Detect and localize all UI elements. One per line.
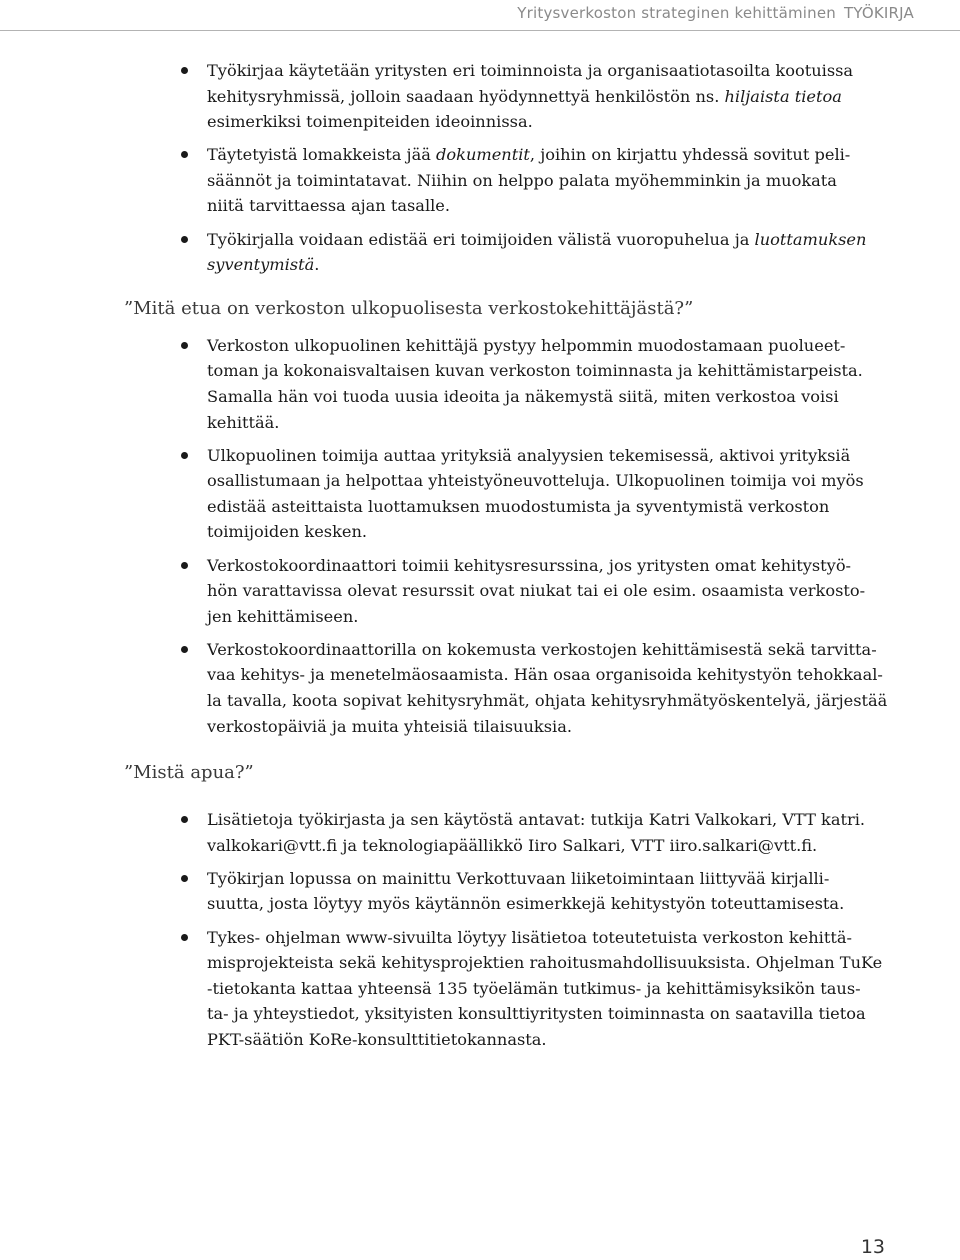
- text-segment: -tietokanta kattaa yhteensä 135 työelämän tutkimus- ja kehittämisyksikön taus-: [207, 978, 861, 998]
- bullet-dot-icon: [181, 646, 188, 653]
- text-segment: Verkostokoordinaattori toimii kehitysresurssina, jos yritysten omat kehitystyö-: [207, 555, 852, 575]
- text-segment: , joihin on kirjattu yhdessä sovitut peli-: [529, 145, 851, 165]
- bullet-item: [207, 807, 866, 858]
- bullet-text-line: [207, 519, 863, 545]
- header-section: TYÖKIRJA: [843, 4, 914, 22]
- running-header: [517, 4, 914, 22]
- bullet-text-line: [207, 84, 863, 110]
- bullet-item: [207, 333, 863, 435]
- bullet-text-line: [207, 688, 888, 714]
- bullet-text-line: [207, 193, 863, 219]
- text-segment: ta- ja yhteystiedot, yksityisten konsulttiyritysten toiminnasta on saatavilla tietoa: [207, 1004, 866, 1024]
- emphasis-text: luottamuksen: [754, 229, 867, 249]
- text-segment: Työkirjaa käytetään yritysten eri toiminnoista ja organisaatiotasoilta kootuissa: [207, 61, 854, 80]
- text-segment: Lisätietoja työkirjasta ja sen käytöstä antavat: tutkija Katri Valkokari, VTT katri.: [207, 810, 866, 830]
- text-segment: edistää asteittaista luottamuksen muodostumista ja syventymistä verkoston: [207, 496, 830, 516]
- bullet-text-line: [207, 553, 863, 579]
- bullet-text-line: [207, 1001, 866, 1027]
- header-title: Yritysverkoston strateginen kehittäminen: [517, 4, 836, 22]
- text-segment: hön varattavissa olevat resurssit ovat niukat tai ei ole esim. osaamista verkosto-: [207, 581, 866, 601]
- intro-bullet-list: [0, 58, 960, 278]
- bullet-text-line: [207, 109, 863, 135]
- text-segment: säännöt ja toimintatavat. Niihin on helppo palata myöhemminkin ja muokata: [207, 170, 837, 190]
- help-bullet-list: [0, 807, 960, 1052]
- bullet-text-line: [207, 662, 883, 688]
- text-segment: valkokari@vtt.fi ja teknologiapäällikkö Iiro Salkari, VTT iiro.salkari@vtt.fi.: [207, 835, 818, 855]
- benefit-bullet-list: [0, 333, 960, 739]
- bullet-text-line: [207, 384, 863, 410]
- text-segment: Tykes- ohjelman www-sivuilta löytyy lisätietoa toteutetuista verkoston kehittä-: [207, 927, 852, 947]
- bullet-text-line: [207, 227, 867, 253]
- bullet-text-line: [207, 950, 883, 976]
- bullet-text-line: [207, 807, 866, 833]
- page-content: [0, 58, 960, 1060]
- section-question-outside-developer: ”Mitä etua on verkoston ulkopuolisesta verkostokehittäjästä?”: [124, 297, 694, 319]
- bullet-dot-icon: [181, 236, 188, 243]
- page-number: 13: [860, 1236, 885, 1258]
- bullet-dot-icon: [181, 342, 188, 349]
- text-segment: kehitysryhmissä, jolloin saadaan hyödynnettyä henkilöstön ns.: [207, 86, 725, 106]
- text-segment: Työkirjan lopussa on mainittu Verkottuvaan liiketoimintaan liittyvää kirjalli-: [207, 868, 830, 888]
- bullet-dot-icon: [181, 934, 188, 941]
- text-segment: toimijoiden kesken.: [207, 522, 368, 542]
- bullet-item: [207, 637, 888, 739]
- bullet-text-line: [207, 976, 863, 1002]
- text-segment: vaa kehitys- ja menetelmäosaamista. Hän osaa organisoida kehitystyön tehokkaal-: [207, 665, 883, 685]
- bullet-text-line: [207, 866, 863, 892]
- text-segment: niitä tarvittaessa ajan tasalle.: [207, 196, 451, 216]
- text-segment: esimerkiksi toimenpiteiden ideoinnissa.: [207, 112, 533, 132]
- text-segment: Verkoston ulkopuolinen kehittäjä pystyy helpommin muodostamaan puolueet-: [207, 335, 846, 355]
- bullet-text-line: [207, 168, 863, 194]
- bullet-text-line: [207, 410, 863, 436]
- bullet-item: [207, 553, 866, 630]
- bullet-item: [207, 925, 883, 1053]
- bullet-text-line: [207, 925, 863, 951]
- bullet-item: [207, 866, 863, 917]
- bullet-text-line: [207, 494, 863, 520]
- text-segment: misprojekteista sekä kehitysprojektien rahoitusmahdollisuuksista. Ohjelman TuKe: [207, 953, 883, 973]
- bullet-item: [207, 58, 863, 135]
- text-segment: toman ja kokonaisvaltaisen kuvan verkoston toiminnasta ja kehittämistarpeista.: [207, 361, 863, 381]
- header-rule: [0, 30, 960, 31]
- bullet-text-line: [207, 468, 863, 494]
- bullet-text-line: [207, 443, 863, 469]
- text-segment: PKT-säätiön KoRe-konsulttitietokannasta.: [207, 1029, 547, 1049]
- bullet-text-line: [207, 252, 863, 278]
- bullet-item: [207, 227, 867, 278]
- bullet-item: [207, 443, 863, 545]
- section-question-help: ”Mistä apua?”: [124, 762, 254, 784]
- text-segment: kehittää.: [207, 412, 280, 432]
- bullet-text-line: [207, 891, 863, 917]
- emphasis-text: hiljaista tietoa: [724, 86, 842, 106]
- bullet-text-line: [207, 714, 863, 740]
- bullet-dot-icon: [181, 816, 188, 823]
- text-segment: Täytetyistä lomakkeista jää: [207, 145, 437, 165]
- emphasis-text: dokumentit: [436, 145, 530, 165]
- text-segment: jen kehittämiseen.: [207, 606, 359, 626]
- bullet-text-line: [207, 1027, 863, 1053]
- text-segment: suutta, josta löytyy myös käytännön esimerkkejä kehitystyön toteuttamisesta.: [207, 894, 845, 914]
- bullet-dot-icon: [181, 452, 188, 459]
- bullet-dot-icon: [181, 67, 188, 74]
- text-segment: Verkostokoordinaattorilla on kokemusta verkostojen kehittämisestä sekä tarvitta-: [207, 639, 877, 659]
- bullet-item: [207, 142, 863, 219]
- text-segment: verkostopäiviä ja muita yhteisiä tilaisuuksia.: [207, 716, 573, 736]
- bullet-dot-icon: [181, 151, 188, 158]
- text-segment: .: [314, 255, 320, 275]
- bullet-text-line: [207, 833, 863, 859]
- text-segment: la tavalla, koota sopivat kehitysryhmät, ohjata kehitysryhmätyöskentelyä, järjestää: [207, 690, 888, 710]
- bullet-text-line: [207, 333, 863, 359]
- bullet-text-line: [207, 604, 863, 630]
- bullet-text-line: [207, 578, 866, 604]
- bullet-dot-icon: [181, 562, 188, 569]
- bullet-dot-icon: [181, 875, 188, 882]
- bullet-text-line: [207, 637, 877, 663]
- bullet-text-line: [207, 358, 863, 384]
- emphasis-text: syventymistä: [207, 255, 315, 275]
- bullet-text-line: [207, 58, 863, 84]
- bullet-text-line: [207, 142, 863, 168]
- text-segment: Työkirjalla voidaan edistää eri toimijoiden välistä vuoropuhelua ja: [207, 229, 755, 249]
- text-segment: osallistumaan ja helpottaa yhteistyöneuvotteluja. Ulkopuolinen toimija voi myös: [207, 471, 864, 491]
- text-segment: Samalla hän voi tuoda uusia ideoita ja näkemystä siitä, miten verkostoa voisi: [207, 386, 839, 406]
- text-segment: Ulkopuolinen toimija auttaa yrityksiä analyysien tekemisessä, aktivoi yrityksiä: [207, 445, 851, 465]
